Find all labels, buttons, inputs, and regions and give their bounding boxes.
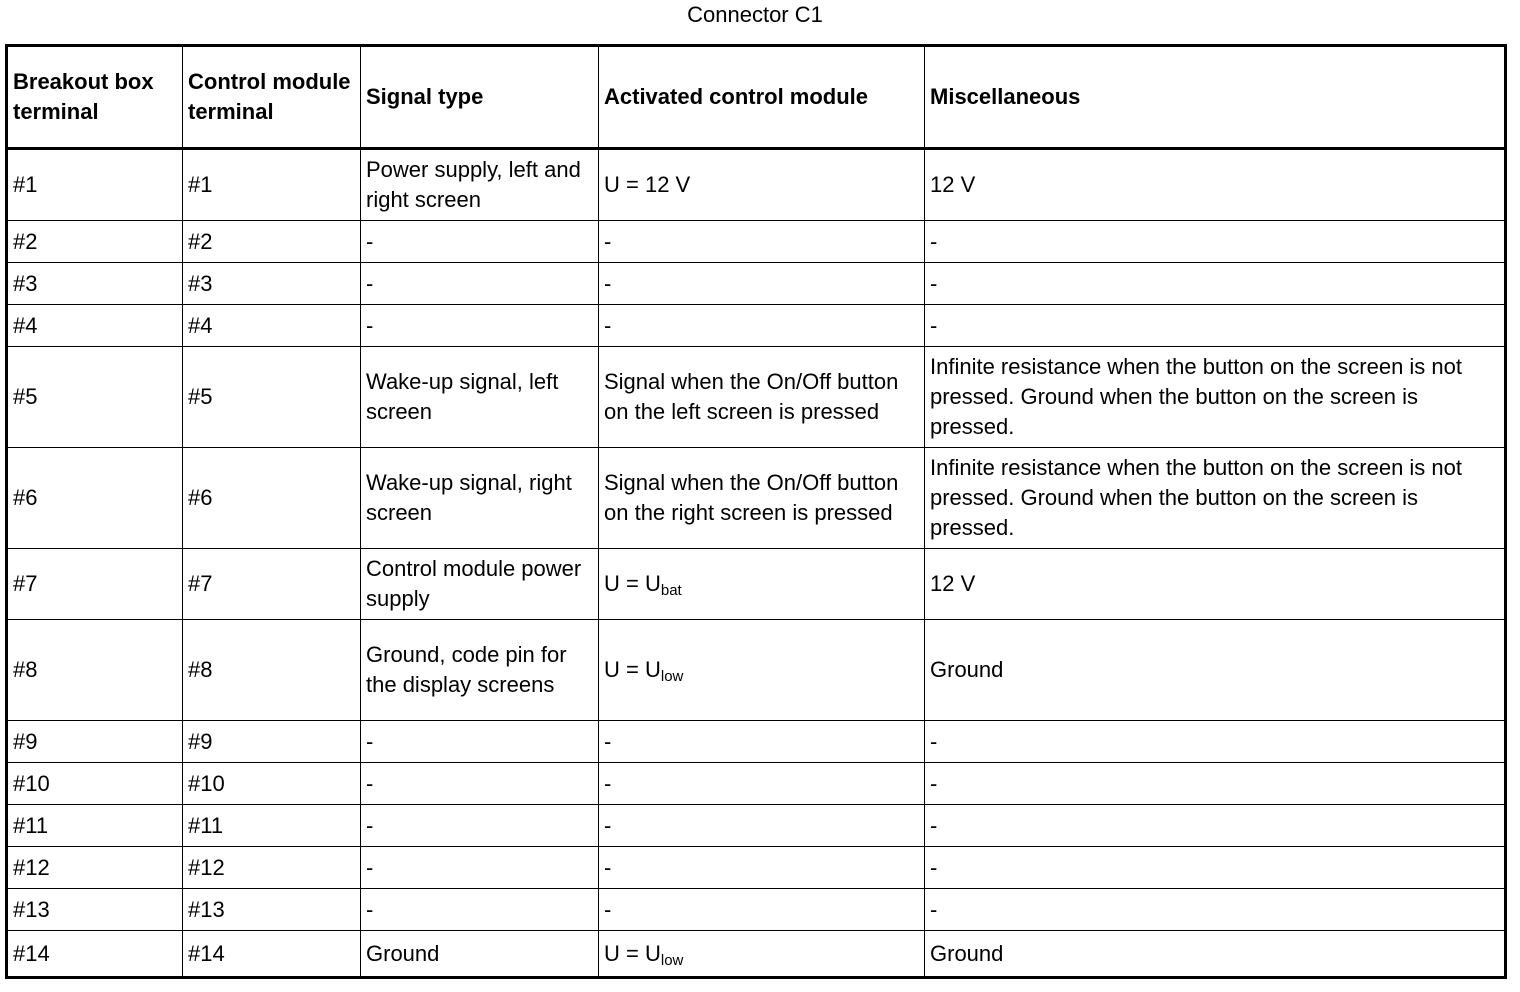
cell-misc: - [925,221,1506,263]
table-row [7,448,1506,549]
activated-main: - [604,270,612,296]
cell-misc: - [925,721,1506,763]
activated-main: U = U [604,657,661,682]
activated-main: Signal when the On/Off button on the left screen is pressed [604,369,899,424]
cell-activated [599,305,925,347]
cell-breakout: #8 [7,620,183,721]
cell-activated [599,549,925,620]
cell-breakout: #2 [7,221,183,263]
cell-activated [599,149,925,221]
cell-activated [599,221,925,263]
table-row [7,549,1506,620]
activated-subscript: bat [660,582,682,599]
header-control-module-terminal: Control module terminal [183,46,361,149]
cell-signal: - [361,763,599,805]
cell-breakout: #12 [7,847,183,889]
cell-misc: Infinite resistance when the button on the screen is not pressed. Ground when the button on the screen is pressed. [925,347,1506,448]
activated-main: U = U [604,571,661,596]
cell-signal: - [361,805,599,847]
header-breakout-terminal: Breakout box terminal [7,46,183,149]
table-row [7,221,1506,263]
cell-misc: Infinite resistance when the button on the screen is not pressed. Ground when the button on the screen is pressed. [925,448,1506,549]
cell-signal: - [361,263,599,305]
cell-breakout: #10 [7,763,183,805]
cell-activated [599,805,925,847]
activated-main: - [604,812,612,838]
cell-breakout: #1 [7,149,183,221]
cell-activated [599,347,925,448]
activated-main: U = 12 V [604,172,691,197]
cell-signal: Control module power supply [361,549,599,620]
cell-control: #8 [183,620,361,721]
activated-subscript: low [660,668,684,685]
table-row [7,931,1506,978]
cell-signal: Ground [361,931,599,978]
cell-control: #5 [183,347,361,448]
activated-main: - [604,312,612,338]
cell-breakout: #14 [7,931,183,978]
cell-control: #6 [183,448,361,549]
activated-main: - [604,896,612,922]
cell-activated [599,931,925,978]
cell-signal: - [361,889,599,931]
cell-signal: - [361,305,599,347]
cell-control: #7 [183,549,361,620]
cell-control: #10 [183,763,361,805]
cell-control: #4 [183,305,361,347]
activated-main: - [604,228,612,254]
cell-misc: Ground [925,931,1506,978]
cell-breakout: #11 [7,805,183,847]
activated-main: - [604,728,612,754]
table-caption: Connector C1 [687,2,823,27]
cell-activated [599,448,925,549]
cell-activated [599,620,925,721]
cell-control: #2 [183,221,361,263]
activated-subscript: low [660,951,684,969]
cell-control: #11 [183,805,361,847]
table-row [7,149,1506,221]
table-row [7,347,1506,448]
header-activated-control-module: Activated control module [599,46,925,149]
cell-misc: 12 V [925,549,1506,620]
cell-signal: Wake-up signal, left screen [361,347,599,448]
cell-misc: - [925,305,1506,347]
cell-misc: - [925,763,1506,805]
table-row [7,620,1506,721]
cell-breakout: #13 [7,889,183,931]
table-row [7,847,1506,889]
cell-breakout: #4 [7,305,183,347]
activated-main: U = U [604,940,661,966]
cell-breakout: #6 [7,448,183,549]
cell-activated [599,721,925,763]
table-row [7,263,1506,305]
cell-control: #9 [183,721,361,763]
cell-misc: - [925,889,1506,931]
cell-breakout: #9 [7,721,183,763]
cell-misc: 12 V [925,149,1506,221]
cell-activated [599,763,925,805]
header-row [7,46,1506,149]
cell-control: #12 [183,847,361,889]
cell-signal: - [361,847,599,889]
cell-control: #13 [183,889,361,931]
cell-breakout: #3 [7,263,183,305]
table-row [7,805,1506,847]
cell-signal: - [361,721,599,763]
activated-main: - [604,854,612,880]
table-row [7,763,1506,805]
cell-breakout: #5 [7,347,183,448]
cell-signal: Ground, code pin for the display screens [361,620,599,721]
header-signal-type: Signal type [361,46,599,149]
cell-misc: - [925,847,1506,889]
cell-misc: - [925,263,1506,305]
cell-signal: Wake-up signal, right screen [361,448,599,549]
cell-signal: - [361,221,599,263]
cell-misc: Ground [925,620,1506,721]
table-row [7,721,1506,763]
activated-main: - [604,770,612,796]
cell-control: #14 [183,931,361,978]
header-miscellaneous: Miscellaneous [925,46,1506,149]
cell-control: #3 [183,263,361,305]
activated-main: Signal when the On/Off button on the right screen is pressed [604,470,899,525]
table-row [7,889,1506,931]
connector-table [5,44,1507,979]
cell-misc: - [925,805,1506,847]
cell-activated [599,263,925,305]
cell-control: #1 [183,149,361,221]
cell-breakout: #7 [7,549,183,620]
cell-activated [599,847,925,889]
cell-activated [599,889,925,931]
table-row [7,305,1506,347]
cell-signal: Power supply, left and right screen [361,149,599,221]
